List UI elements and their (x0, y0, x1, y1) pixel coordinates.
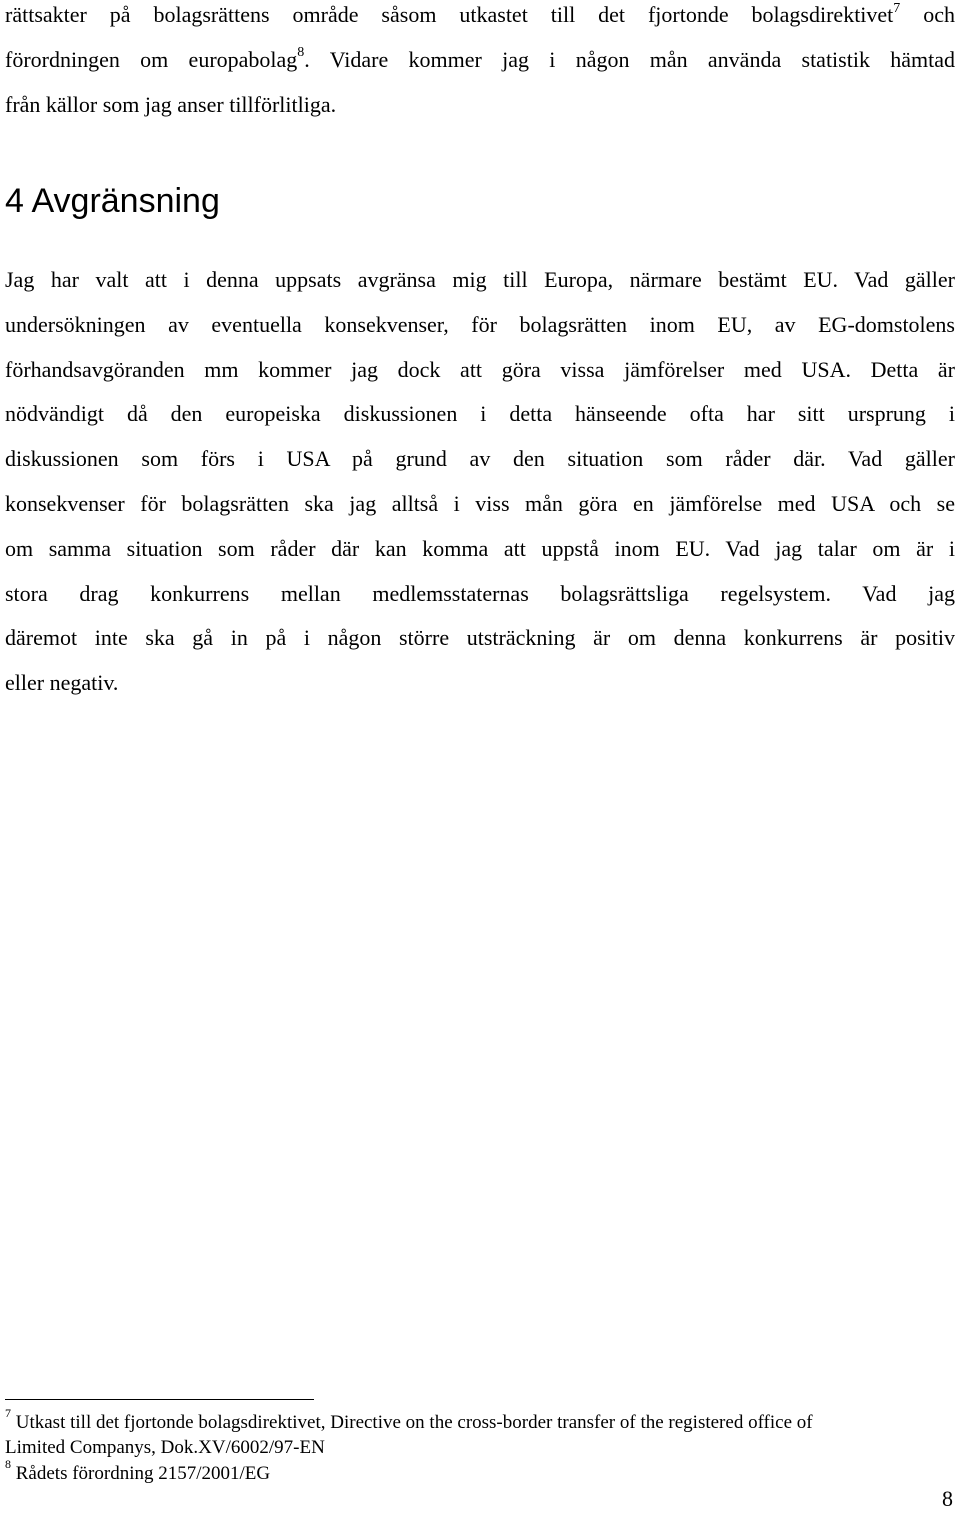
body-line: undersökningen av eventuella konsekvenser, för bolagsrätten inom EU, av EG-domstolens (5, 311, 955, 337)
page-number: 8 (942, 1486, 953, 1511)
intro-line (5, 38, 955, 83)
body-line: eller negativ. (5, 670, 119, 696)
footnote-text: Rådets förordning 2157/2001/EG (15, 1463, 271, 1484)
footnote-line (5, 1456, 271, 1484)
section-heading: 4 Avgränsning (5, 182, 220, 220)
footnote-7 (5, 1405, 955, 1460)
footnote-line: Limited Companys, Dok.XV/6002/97-EN (5, 1437, 325, 1458)
body-line: om samma situation som råder där kan komma att uppstå inom EU. Vad jag talar om är i (5, 535, 955, 561)
footnote-number: 8 (5, 1456, 11, 1471)
footnote-ref-7[interactable]: 7 (893, 0, 901, 16)
body-line: stora drag konkurrens mellan medlemsstaternas bolagsrättsliga regelsystem. Vad jag (5, 580, 955, 606)
body-line: Jag har valt att i denna uppsats avgränsa mig till Europa, närmare bestämt EU. Vad gäller (5, 267, 955, 292)
footnote-ref-8[interactable]: 8 (297, 45, 305, 61)
intro-line: från källor som jag anser tillförlitliga. (5, 91, 337, 117)
footnote-8 (5, 1456, 955, 1486)
body-line: förhandsavgöranden mm kommer jag dock att göra vissa jämförelser med USA. Detta är (5, 356, 955, 382)
body-line: nödvändigt då den europeiska diskussionen i detta hänseende ofta har sitt ursprung i (5, 401, 955, 427)
intro-paragraph (5, 0, 955, 127)
footnote-text: Utkast till det fjortonde bolagsdirektivet, Directive on the cross-border transfer of the registered office of (15, 1412, 813, 1433)
body-line: däremot inte ska gå in på i någon större utsträckning är om denna konkurrens är positiv (5, 625, 955, 651)
footnote-line (5, 1405, 813, 1433)
intro-line-tail: och (900, 2, 956, 27)
intro-line-text: förordningen om europabolag (5, 46, 298, 72)
body-paragraph (5, 258, 955, 706)
intro-line-tail: . Vidare kommer jag i någon mån använda statistik hämtad (304, 46, 955, 72)
footnote-divider (5, 1399, 314, 1400)
body-line: konsekvenser för bolagsrätten ska jag alltså i viss mån göra en jämförelse med USA och se (5, 490, 955, 516)
intro-line (5, 0, 955, 38)
body-line: diskussionen som förs i USA på grund av den situation som råder där. Vad gäller (5, 446, 955, 472)
footnote-number: 7 (5, 1405, 11, 1420)
intro-line-text: rättsakter på bolagsrättens område såsom utkastet till det fjortonde bolagsdirektivet (5, 2, 894, 27)
